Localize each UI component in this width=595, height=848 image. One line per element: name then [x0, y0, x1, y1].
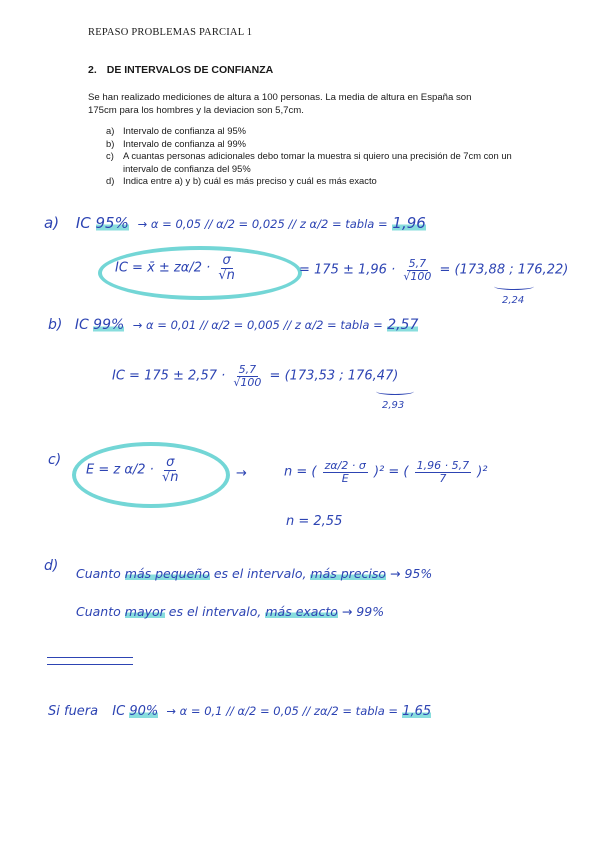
answer-d-label: d): [44, 558, 59, 574]
fraction-denominator: √100: [403, 269, 432, 283]
fraction-denominator: 7: [439, 471, 447, 485]
answer-d-line-1: [76, 566, 432, 581]
error-formula-lhs: E = z α/2 ·: [86, 462, 154, 478]
answer-b-line: [48, 317, 418, 333]
fraction-denominator: E: [341, 471, 349, 485]
answer-d-line-2: [76, 604, 384, 619]
ic-b-fraction: [231, 364, 263, 388]
width-brace-b: [376, 388, 414, 395]
question-d: [106, 175, 546, 188]
answer-b-confidence: 99%: [93, 317, 125, 333]
ic-a-calculation: [299, 258, 568, 282]
error-formula: [86, 456, 182, 484]
question-list: [106, 125, 546, 188]
answer-b-label: b): [48, 317, 63, 333]
extra-line: [48, 704, 431, 719]
ic-b-calculation: [112, 364, 398, 388]
answer-a-label: a): [44, 214, 60, 232]
ic-a-fraction: [401, 258, 433, 282]
ic-b-width: 2,93: [382, 400, 405, 411]
fraction-numerator: zα/2 · σ: [324, 459, 366, 472]
question-text: A cuantas personas adicionales debo tomar la muestra si quiero una precisión de 7cm con un intervalo de confianza del 95%: [123, 150, 512, 174]
ic-a-calc-lhs: = 175 ± 1,96 ·: [299, 262, 396, 278]
question-letter: c): [106, 150, 114, 162]
question-text: Intervalo de confianza al 95%: [123, 125, 246, 136]
question-letter: b): [106, 137, 115, 149]
ic-formula: [115, 254, 239, 282]
section-title: DE INTERVALOS DE CONFIANZA: [106, 64, 274, 76]
fraction-numerator: σ: [166, 455, 175, 470]
d1-text-a: Cuanto: [76, 566, 121, 581]
answer-c-label: c): [48, 452, 62, 468]
n-fraction-values: [415, 460, 471, 484]
question-a: [106, 125, 546, 138]
answer-a-z-value: 1,96: [392, 214, 426, 232]
divider-line-1: [47, 657, 133, 658]
question-b: [106, 138, 546, 151]
section-heading: [88, 64, 273, 76]
problem-statement: [88, 91, 528, 117]
extra-z-value: 1,65: [402, 704, 432, 719]
n-fraction: [323, 460, 368, 484]
ic-a-width: 2,24: [502, 295, 525, 306]
answer-b-z-value: 2,57: [387, 317, 419, 333]
error-formula-fraction: [160, 456, 181, 484]
question-letter: d): [106, 175, 115, 187]
fraction-denominator: √n: [161, 469, 179, 485]
answer-b-ic: IC: [74, 317, 89, 333]
d2-highlight-a: mayor: [124, 604, 165, 619]
ic-b-calc-lhs: IC = 175 ± 2,57 ·: [112, 368, 226, 384]
sample-size-result: n = 2,55: [286, 514, 343, 529]
fraction-denominator: √100: [233, 375, 262, 389]
divider-line-2: [47, 664, 133, 665]
problem-line-1: Se han realizado mediciones de altura a 100 personas. La media de altura en España son: [88, 92, 472, 103]
extra-si: Si fuera: [48, 704, 99, 719]
d1-highlight-a: más pequeño: [124, 566, 210, 581]
n-mid: )² = (: [373, 464, 409, 480]
answer-a-alpha: → α = 0,05 // α/2 = 0,025 // z α/2 = tabla =: [137, 217, 388, 231]
ic-formula-fraction: [216, 254, 237, 282]
d2-text-b: es el intervalo,: [168, 604, 262, 619]
question-text: Intervalo de confianza al 99%: [123, 137, 246, 149]
answer-a-confidence: 95%: [95, 214, 129, 232]
answer-c-arrow: →: [236, 466, 247, 481]
fraction-numerator: 1,96 · 5,7: [416, 459, 470, 472]
extra-ic: IC: [112, 704, 126, 719]
sample-size-formula: [284, 460, 488, 484]
width-brace-a: [494, 283, 534, 290]
ic-a-result: = (173,88 ; 176,22): [439, 262, 569, 278]
extra-confidence: 90%: [129, 704, 159, 719]
page-header: REPASO PROBLEMAS PARCIAL 1: [88, 27, 253, 38]
question-text: Indica entre a) y b) cuál es más preciso y cuál es más exacto: [123, 175, 377, 187]
problem-line-2: 175cm para los hombres y la deviacion son 5,7cm.: [88, 105, 304, 116]
fraction-numerator: 5,7: [238, 363, 257, 376]
extra-alpha: → α = 0,1 // α/2 = 0,05 // zα/2 = tabla =: [166, 704, 399, 718]
d2-highlight-b: más exacto: [265, 604, 338, 619]
answer-b-alpha: → α = 0,01 // α/2 = 0,005 // z α/2 = tabla =: [132, 318, 383, 332]
n-end: )²: [477, 464, 488, 480]
d2-text-a: Cuanto: [76, 604, 121, 619]
fraction-numerator: 5,7: [408, 257, 427, 270]
d2-end: → 99%: [341, 604, 385, 619]
ic-formula-lhs: IC = x̄ ± zα/2 ·: [115, 260, 211, 276]
n-lhs: n = (: [284, 464, 317, 480]
answer-a-line: [44, 214, 426, 232]
d1-end: → 95%: [390, 566, 433, 581]
ic-b-result: = (173,53 ; 176,47): [269, 368, 399, 384]
fraction-numerator: σ: [222, 253, 231, 268]
d1-text-b: es el intervalo,: [213, 566, 307, 581]
fraction-denominator: √n: [218, 267, 235, 283]
question-c: [106, 150, 546, 175]
section-number: 2.: [88, 64, 97, 76]
answer-a-ic: IC: [75, 214, 91, 232]
question-letter: a): [106, 125, 115, 136]
d1-highlight-b: más preciso: [310, 566, 387, 581]
